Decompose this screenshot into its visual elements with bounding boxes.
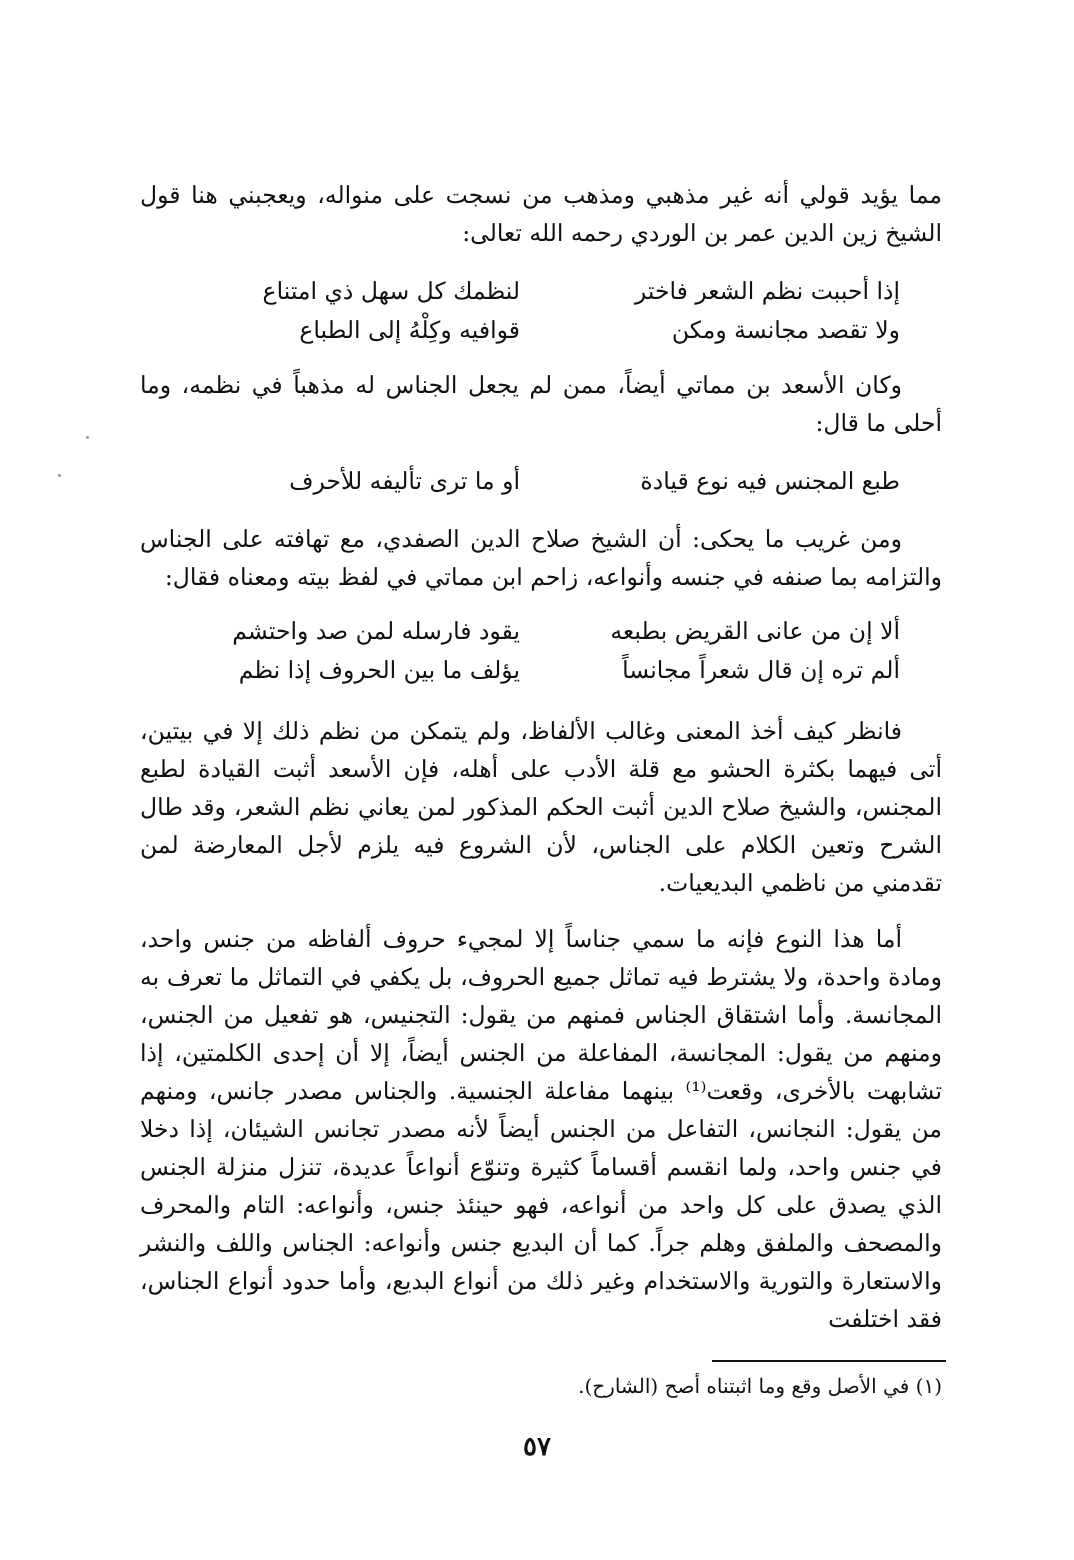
page-number: ٥٧: [523, 1432, 551, 1462]
verse-hemistich-first: طبع المجنس فيه نوع قيادة: [640, 467, 900, 495]
verse-hemistich-second: أو ما ترى تأليفه للأحرف: [289, 467, 520, 495]
verse-line: [180, 612, 900, 651]
paragraph-5: أما هذا النوع فإنه ما سمي جناساً إلا لمجيء حروف ألفاظه من جنس واحد، ومادة واحدة، ولا يشترط فيه تماثل جميع الحروف، بل يكفي في التماثل ما تعرف به المجانسة. وأما اشتقاق الجناس فمنهم من يقول: التجنيس، هو تفعيل من الجنس، ومنهم من يقول: المجانسة، المفاعلة من الجنس أيضاً، إلا أن إحدى الكلمتين، إذا تشابهت بالأخرى، وقعت⁽¹⁾ بينهما مفاعلة الجنسية. والجناس مصدر جانس، ومنهم من يقول: النجانس، التفاعل من الجنس أيضاً لأنه مصدر تجانس الشيئان، إذا دخلا في جنس واحد، ولما انقسم أقساماً كثيرة وتنوّع أنواعاً عديدة، تنزل منزلة الجنس الذي يصدق على كل واحد من أنواعه، فهو حينئذ جنس، وأنواعه: التام والمحرف والمصحف والملفق وهلم جراً. كما أن البديع جنس وأنواعه: الجناس واللف والنشر والاستعارة والتورية والاستخدام وغير ذلك من أنواع البديع، وأما حدود أنواع الجناس، فقد اختلفت: [140, 925, 942, 1333]
verse-hemistich-first: إذا أحببت نظم الشعر فاختر: [634, 277, 900, 305]
verse-block-1: [180, 272, 900, 350]
verse-line: [180, 651, 900, 690]
scan-speck: [86, 436, 89, 439]
scan-speck: [58, 474, 61, 477]
paragraph-4: فانظر كيف أخذ المعنى وغالب الألفاظ، ولم يتمكن من نظم ذلك إلا في بيتين، أتى فيهما بكثرة الحشو مع قلة الأدب على أهله، فإن الأسعد أثبت القيادة لطبع المجنس، والشيخ صلاح الدين أثبت الحكم المذكور لمن يعاني نظم الشعر، وقد طال الشرح وتعين الكلام على الجناس، لأن الشروع فيه يلزم لأجل المعارضة لمن تقدمني من ناظمي البديعيات.: [140, 717, 942, 897]
verse-hemistich-second: لنظمك كل سهل ذي امتناع: [262, 277, 520, 305]
paragraph-1: مما يؤيد قولي أنه غير مذهبي ومذهب من نسجت على منواله، ويعجبني هنا قول الشيخ زين الدين عمر بن الوردي رحمه الله تعالى:: [140, 181, 942, 247]
paragraph-3: ومن غريب ما يحكى: أن الشيخ صلاح الدين الصفدي، مع تهافته على الجناس والتزامه بما صنفه في جنسه وأنواعه، زاحم ابن مماتي في لفظ بيته ومعناه فقال:: [140, 525, 942, 591]
verse-hemistich-second: يؤلف ما بين الحروف إذا نظم: [238, 656, 520, 684]
footnote: (١) في الأصل وقع وما اثبتناه أصح (الشارح).: [578, 1374, 942, 1398]
verse-line: [180, 311, 900, 350]
verse-block-2: [180, 462, 900, 501]
verse-block-3: [180, 612, 900, 690]
paragraph-2: وكان الأسعد بن مماتي أيضاً، ممن لم يجعل الجناس له مذهباً في نظمه، وما أحلى ما قال:: [140, 371, 942, 437]
verse-hemistich-second: يقود فارسله لمن صد واحتشم: [232, 617, 520, 645]
footnote-separator: [712, 1360, 946, 1362]
verse-hemistich-first: ألا إن من عانى القريض بطبعه: [610, 617, 900, 645]
verse-line: [180, 462, 900, 501]
verse-hemistich-first: ولا تقصد مجانسة ومكن: [671, 316, 900, 344]
verse-hemistich-second: قوافيه وكِلْهُ إلى الطباع: [299, 316, 520, 344]
verse-line: [180, 272, 900, 311]
verse-hemistich-first: ألم تره إن قال شعراً مجانساً: [622, 656, 900, 684]
